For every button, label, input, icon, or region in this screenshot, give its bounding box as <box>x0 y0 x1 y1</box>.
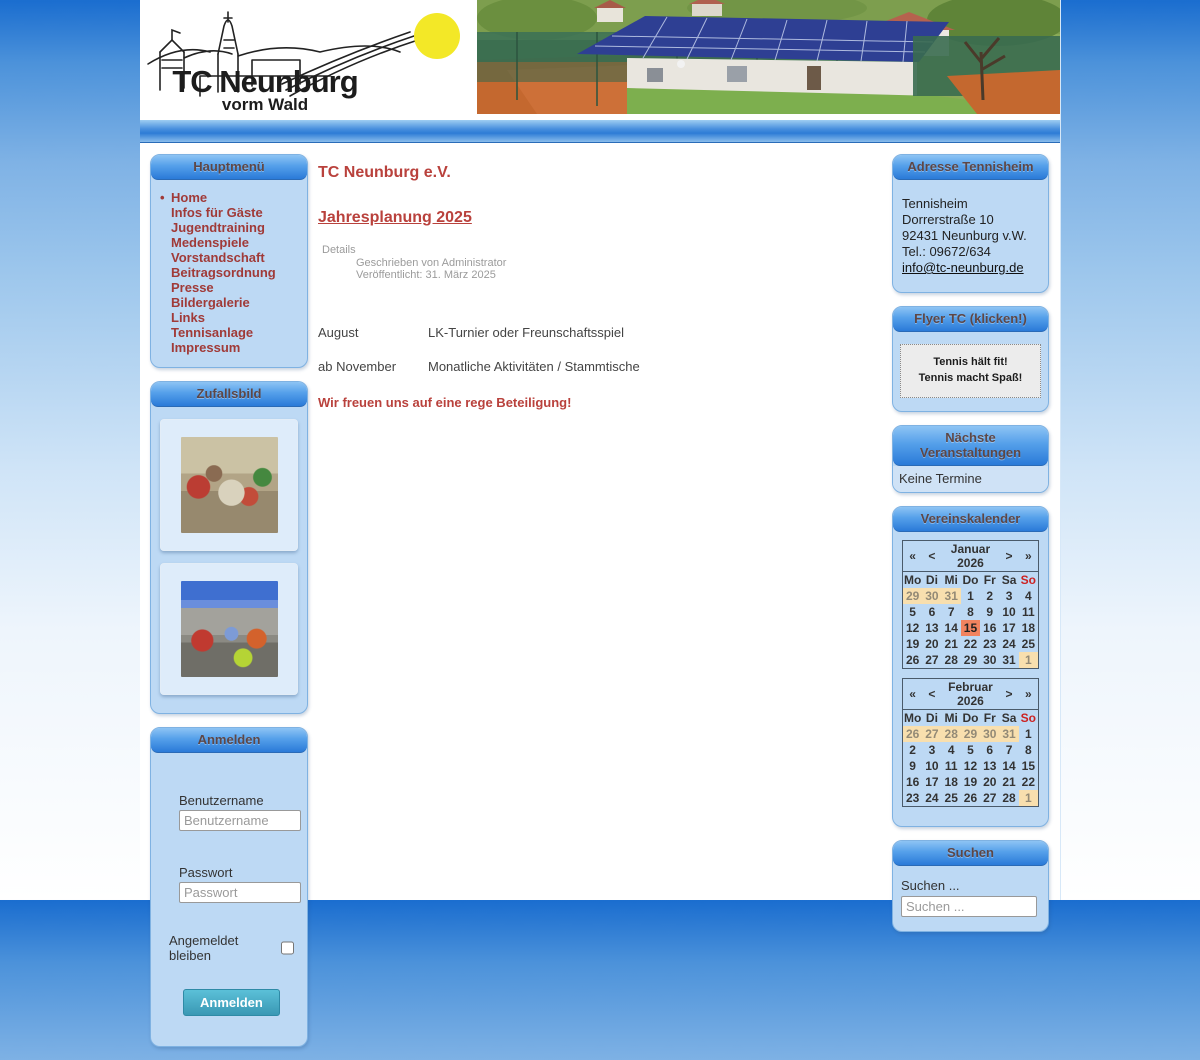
calendar-day: 12 <box>963 759 978 773</box>
random-image-2[interactable] <box>181 581 278 677</box>
schedule-period: August <box>318 325 359 340</box>
calendar-table <box>902 540 1039 669</box>
calendar-body <box>893 532 1048 826</box>
calendar-day-header: Fr <box>983 573 996 587</box>
calendar-day: 16 <box>905 775 920 789</box>
calendar-day: 1 <box>1019 652 1039 669</box>
calendar-day: 18 <box>944 775 958 789</box>
login-module <box>150 727 308 1047</box>
calendar-table <box>902 678 1039 807</box>
calendar-day-header: Di <box>925 711 938 725</box>
calendar-day-header: So <box>1020 573 1037 587</box>
header-photo-tennis-courts <box>477 0 1060 114</box>
calendar-day: 24 <box>925 791 939 805</box>
calendar-day: 14 <box>944 621 958 635</box>
calendar-day: 27 <box>983 791 997 805</box>
schedule-row <box>318 359 863 374</box>
login-title: Anmelden <box>151 728 307 753</box>
random-image-title: Zufallsbild <box>151 382 307 407</box>
flyer-line-2: Tennis macht Spaß! <box>918 372 1023 384</box>
calendar-module <box>892 506 1049 827</box>
calendar-day: 27 <box>925 653 939 667</box>
content-area <box>140 150 1060 1010</box>
left-sidebar <box>150 154 308 1060</box>
calendar-day: 11 <box>1022 605 1035 619</box>
flyer-title: Flyer TC (klicken!) <box>893 307 1048 332</box>
calendar-day: 15 <box>1021 759 1036 773</box>
calendar-day: 1 <box>967 589 974 603</box>
remember-me-label: Angemeldet bleiben <box>169 933 239 963</box>
logo-tennis-ball <box>414 13 460 59</box>
calendar-day-header: Do <box>962 573 979 587</box>
calendar-day: 23 <box>983 637 997 651</box>
calendar-day: 10 <box>1002 605 1016 619</box>
calendar-day: 22 <box>1021 775 1036 789</box>
menu-item-bildergalerie[interactable]: Bildergalerie <box>171 295 250 310</box>
calendar-day: 6 <box>986 743 994 757</box>
calendar-next-button[interactable]: > <box>999 541 1018 572</box>
right-sidebar <box>892 154 1049 945</box>
calendar-day: 21 <box>944 637 958 651</box>
calendar-month-label: Januar 2026 <box>942 541 1000 572</box>
schedule-activity: Monatliche Aktivitäten / Stammtische <box>428 359 640 374</box>
calendar-day: 25 <box>1021 637 1036 651</box>
address-line: Tennisheim <box>902 196 968 211</box>
username-field[interactable] <box>179 810 301 831</box>
article-published: Veröffentlicht: 31. März 2025 <box>356 269 496 281</box>
calendar-title: Vereinskalender <box>893 507 1048 532</box>
calendar-day: 3 <box>1005 589 1013 603</box>
main-menu-module <box>150 154 308 368</box>
calendar-day: 30 <box>980 726 999 742</box>
calendar-day: 19 <box>905 637 920 651</box>
calendar-day: 10 <box>925 759 939 773</box>
calendar-day: 5 <box>967 743 974 757</box>
calendar-day-header: Mo <box>903 711 922 725</box>
calendar-day: 18 <box>1021 621 1036 635</box>
calendar-day: 3 <box>928 743 936 757</box>
menu-item-vorstandschaft[interactable]: Vorstandschaft <box>171 250 265 265</box>
calendar-day: 11 <box>944 759 958 773</box>
calendar-day: 22 <box>963 637 978 651</box>
email-link[interactable]: info@tc-neunburg.de <box>902 260 1024 275</box>
calendar-day: 31 <box>1002 653 1016 667</box>
main-navbar <box>140 120 1060 143</box>
calendar-day: 19 <box>963 775 978 789</box>
menu-item-infos-f-r-g-ste[interactable]: Infos für Gäste <box>171 205 263 220</box>
flyer-module <box>892 306 1049 412</box>
main-column <box>318 154 863 410</box>
menu-item-jugendtraining[interactable]: Jugendtraining <box>171 220 265 235</box>
menu-item-beitragsordnung[interactable]: Beitragsordnung <box>171 265 276 280</box>
calendar-day-header: Di <box>925 573 938 587</box>
calendar-day: 8 <box>967 605 974 619</box>
calendar-day: 29 <box>903 588 923 604</box>
random-image-card-2[interactable] <box>160 563 298 695</box>
login-button[interactable]: Anmelden <box>183 989 280 1016</box>
calendar-day-header: Fr <box>983 711 996 725</box>
calendar-day: 4 <box>1025 589 1032 603</box>
events-module <box>892 425 1049 493</box>
details-label: Details <box>322 244 356 256</box>
calendar-day: 26 <box>903 726 923 742</box>
events-empty-text: Keine Termine <box>893 466 1048 492</box>
address-module <box>892 154 1049 293</box>
calendar-day: 8 <box>1025 743 1032 757</box>
remember-me-checkbox[interactable] <box>281 941 294 955</box>
calendar-day: 20 <box>925 637 939 651</box>
page-header <box>140 0 1060 120</box>
schedule-activity: LK-Turnier oder Freunschaftsspiel <box>428 325 625 340</box>
calendar-day: 15 <box>961 620 980 636</box>
menu-item-tennisanlage[interactable]: Tennisanlage <box>171 325 254 340</box>
main-menu-title: Hauptmenü <box>151 155 307 180</box>
calendar-day-header: Mi <box>944 711 958 725</box>
calendar-day: 29 <box>961 726 980 742</box>
menu-item-impressum[interactable]: Impressum <box>171 340 241 355</box>
logo-title: TC Neunburg <box>172 64 358 99</box>
calendar-day: 6 <box>928 605 936 619</box>
calendar-month-label: Februar 2026 <box>942 679 1000 710</box>
calendar-day: 16 <box>983 621 997 635</box>
calendar-day: 7 <box>947 605 955 619</box>
calendar-prev-button[interactable]: < <box>922 679 941 710</box>
random-image-card-1[interactable] <box>160 419 298 551</box>
calendar-day-header: Do <box>962 711 979 725</box>
calendar-day-header: Mo <box>903 573 922 587</box>
menu-item-home[interactable]: • Home <box>171 190 301 205</box>
search-title: Suchen <box>893 841 1048 866</box>
calendar-day: 17 <box>1002 621 1016 635</box>
main-menu-list <box>151 186 307 359</box>
calendar-first-button[interactable]: « <box>903 679 923 710</box>
calendar-day: 13 <box>925 621 939 635</box>
password-label: Passwort <box>179 865 233 880</box>
address-title: Adresse Tennisheim <box>893 155 1048 180</box>
search-input[interactable] <box>901 896 1037 917</box>
search-module <box>892 840 1049 932</box>
calendar-day: 30 <box>922 588 941 604</box>
logo-subtitle: vorm Wald <box>221 95 309 114</box>
calendar-day: 14 <box>1002 759 1016 773</box>
calendar-last-button[interactable]: » <box>1019 541 1039 572</box>
calendar-day: 9 <box>986 605 994 619</box>
page-wrapper <box>140 0 1061 1010</box>
article-author: Geschrieben von Administrator <box>356 257 507 269</box>
calendar-day: 2 <box>986 589 994 603</box>
calendar-day: 1 <box>1019 790 1039 807</box>
calendar-day: 17 <box>925 775 939 789</box>
calendar-day-header: Sa <box>1001 573 1017 587</box>
calendar-day-header: Sa <box>1001 711 1017 725</box>
calendar-day: 30 <box>983 653 997 667</box>
calendar-day: 26 <box>963 791 978 805</box>
calendar-day: 21 <box>1002 775 1016 789</box>
schedule-row <box>318 325 863 340</box>
calendar-day: 13 <box>983 759 997 773</box>
calendar-day: 12 <box>905 621 920 635</box>
calendar-day: 1 <box>1025 727 1032 741</box>
schedule-list <box>318 325 863 374</box>
calendar-day: 7 <box>1005 743 1013 757</box>
calendar-day: 23 <box>905 791 920 805</box>
calendar-last-button[interactable]: » <box>1019 679 1039 710</box>
search-label: Suchen ... <box>901 878 960 893</box>
closing-note: Wir freuen uns auf eine rege Beteiligung! <box>318 395 572 410</box>
flyer-line-1: Tennis hält fit! <box>933 356 1008 368</box>
menu-item-presse[interactable]: Presse <box>171 280 214 295</box>
address-lines <box>902 196 1040 260</box>
random-image-module <box>150 381 308 714</box>
calendar-day: 28 <box>942 726 961 742</box>
calendar-day: 28 <box>944 653 958 667</box>
site-logo[interactable] <box>140 0 475 116</box>
flyer-link[interactable] <box>900 344 1041 398</box>
calendar-day: 27 <box>922 726 941 742</box>
calendar-day: 29 <box>963 653 978 667</box>
address-line: 92431 Neunburg v.W. <box>902 228 1027 243</box>
calendar-prev-button[interactable]: < <box>922 541 941 572</box>
menu-item-medenspiele[interactable]: Medenspiele <box>171 235 250 250</box>
events-title: Nächste Veranstaltungen <box>893 426 1048 466</box>
menu-item-links[interactable]: Links <box>171 310 205 325</box>
address-line: Tel.: 09672/634 <box>902 244 991 259</box>
schedule-period: ab November <box>318 359 397 374</box>
calendar-day: 25 <box>944 791 958 805</box>
calendar-first-button[interactable]: « <box>903 541 923 572</box>
article-title-link[interactable]: Jahresplanung 2025 <box>318 209 472 226</box>
page-title: TC Neunburg e.V. <box>318 164 451 181</box>
calendar-day: 2 <box>909 743 916 757</box>
calendar-day: 4 <box>947 743 955 757</box>
calendar-day-header: So <box>1020 711 1037 725</box>
calendar-day: 9 <box>909 759 916 773</box>
address-line: Dorrerstraße 10 <box>902 212 994 227</box>
calendar-next-button[interactable]: > <box>999 679 1018 710</box>
calendar-day: 31 <box>999 726 1018 742</box>
calendar-day: 26 <box>905 653 920 667</box>
username-label: Benutzername <box>179 793 264 808</box>
calendar-day: 28 <box>1002 791 1016 805</box>
random-image-1[interactable] <box>181 437 278 533</box>
calendar-day: 20 <box>983 775 997 789</box>
calendar-day: 31 <box>942 588 961 604</box>
calendar-day: 24 <box>1002 637 1016 651</box>
calendar-day-header: Mi <box>944 573 958 587</box>
calendar-day: 5 <box>909 605 916 619</box>
